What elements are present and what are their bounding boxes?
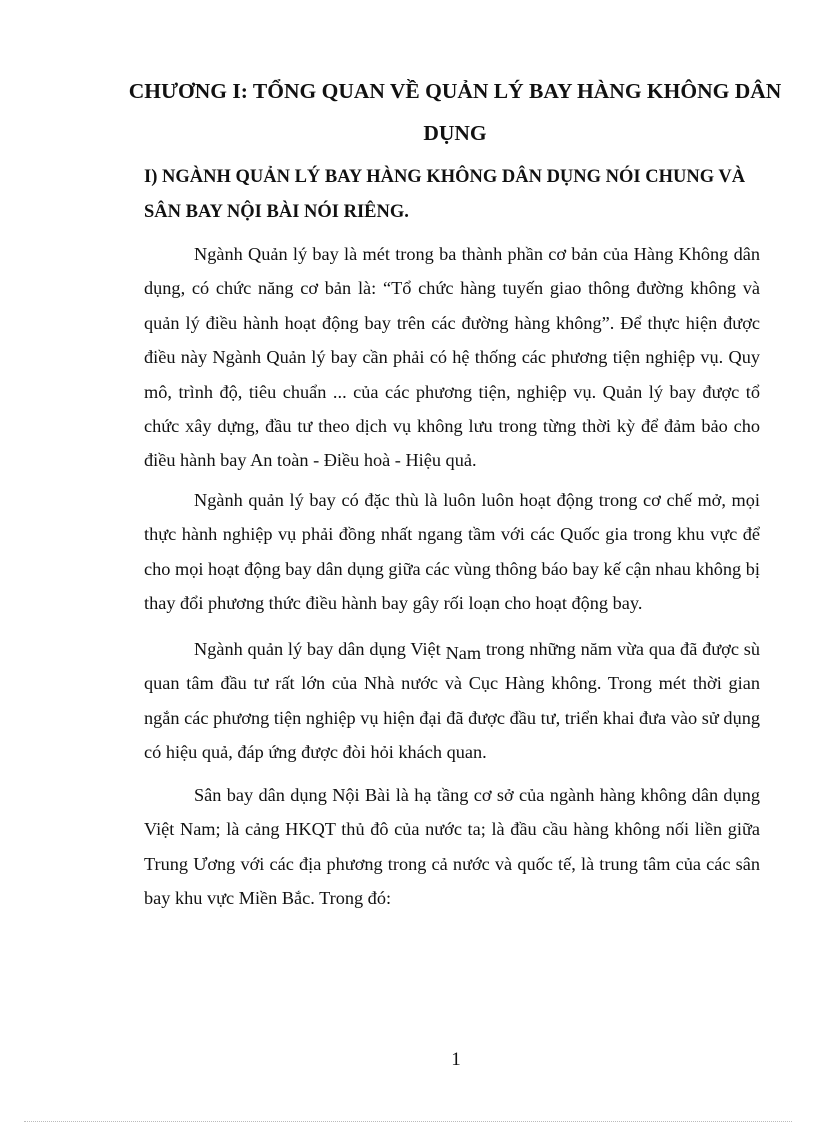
section-heading: I) NGÀNH QUẢN LÝ BAY HÀNG KHÔNG DÂN DỤNG NÓI CHUNG VÀ SÂN BAY NỘI BÀI NÓI RIÊNG. <box>144 167 746 222</box>
paragraph-3-rest: trong những năm vừa qua đã được sù quan tâm đầu tư rất lớn của Nhà nước và Cục Hàng không. Trong mét thời gian ngắn các phương tiện nghiệp vụ hiện đại đã được đầu tư, triển khai đưa vào sử dụng có hiệu quả, đáp ứng được đòi hỏi khách quan. <box>144 639 761 763</box>
paragraph-3 <box>144 632 760 770</box>
chapter-title: CHƯƠNG I: TỔNG QUAN VỀ QUẢN LÝ BAY HÀNG KHÔNG DÂN DỤNG <box>128 79 782 145</box>
paragraph-4: Sân bay dân dụng Nội Bài là hạ tầng cơ sở của ngành hàng không dân dụng Việt Nam; là cảng HKQT thủ đô của nước ta; là đầu cầu hàng không nối liền giữa Trung Ương với các địa phương trong cả nước và quốc tế, là trung tâm của các sân bay khu vực Miền Bắc. Trong đó: <box>144 785 760 909</box>
paragraph-3-offset-word: Nam <box>445 643 482 663</box>
page-number: 1 <box>451 1049 461 1070</box>
paragraph-3-start: Ngành quản lý bay dân dụng Việt <box>194 639 446 659</box>
paragraph-1: Ngành Quản lý bay là mét trong ba thành phần cơ bản của Hàng Không dân dụng, có chức năng cơ bản là: “Tổ chức hàng tuyến giao thông đường không và quản lý điều hành hoạt động bay trên các đường hàng không”. Để thực hiện được điều này Ngành Quản lý bay cần phải có hệ thống các phương tiện nghiệp vụ. Quy mô, trình độ, tiêu chuẩn ... của các phương tiện, nghiệp vụ. Quản lý bay được tổ chức xây dựng, đầu tư theo dịch vụ không lưu trong từng thời kỳ để đảm bảo cho điều hành bay An toàn - Điều hoà - Hiệu quả. <box>144 244 760 471</box>
paragraph-2: Ngành quản lý bay có đặc thù là luôn luôn hoạt động trong cơ chế mở, mọi thực hành nghiệp vụ phải đồng nhất ngang tầm với các Quốc gia trong khu vực để cho mọi hoạt động bay dân dụng giữa các vùng thông báo bay kế cận nhau không bị thay đổi phương thức điều hành bay gây rối loạn cho hoạt động bay. <box>144 490 760 614</box>
page-bottom-divider <box>24 1121 792 1122</box>
